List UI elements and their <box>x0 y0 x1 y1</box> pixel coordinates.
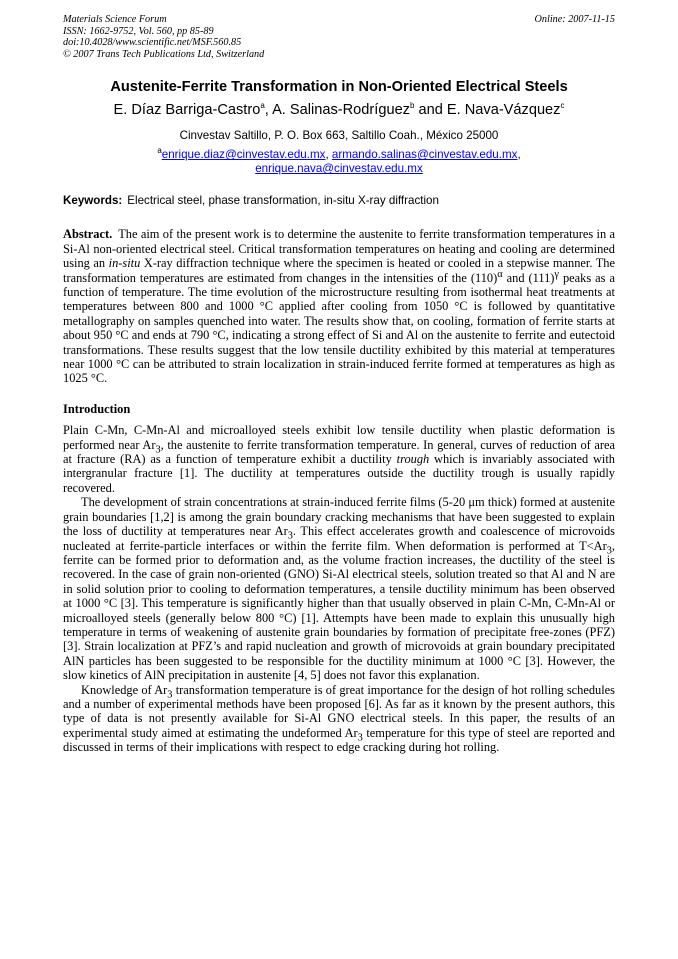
copyright-line: © 2007 Trans Tech Publications Ltd, Switzerland <box>63 48 265 60</box>
author-separator: and <box>414 102 447 119</box>
intro-paragraph-1 <box>63 423 615 495</box>
paragraph-text: The development of strain concentrations at strain-induced ferrite films (5-20 μm thick) formed at austenite grain boundaries [1,2] is among the grain boundary cracking mechanisms that have been suggested to explain the loss of ductility at temperatures near Ar <box>63 495 615 539</box>
paragraph-text: Knowledge of Ar <box>81 682 168 697</box>
introduction-body <box>63 423 615 754</box>
abstract-text: peaks as a function of temperature. The time evolution of the microstructure resulting from isothermal heat treatments at temperatures between 800 and 1000 °C applied after cooling from 1050 °C is followed by quantitative metallography on samples quenched into water. The results show that, on cooling, formation of ferrite starts at about 950 °C and ends at 790 °C, indicating a strong effect of Si and Al on the austenite to ferrite and eutectoid transformations. These results suggest that the low tensile ductility exhibited by this material at temperatures near 1000 °C can be attributed to strain localization in strain-induced ferrite formed at temperatures as high as 1025 °C. <box>63 270 615 386</box>
abstract-label: Abstract. <box>63 227 113 242</box>
paragraph-text: Plain C-Mn, C-Mn-Al and microalloyed steels exhibit low tensile ductility when plastic deformation is performed near Ar <box>63 423 615 452</box>
subscript: 3 <box>287 530 293 542</box>
paragraph-text: transformation temperature is of great importance for the design of hot rolling schedules and a number of experimental methods have been proposed [6]. As far as it known by the present authors, this type of data is not presently available for Si-Al GNO electrical steels. In this paper, the results of an experimental study aimed at estimating the undeformed Ar <box>63 682 615 740</box>
subscript: 3 <box>357 732 363 744</box>
email-list <box>63 148 615 176</box>
author-2-affil-mark: b <box>409 101 415 111</box>
author-3-affil-mark: c <box>560 101 565 111</box>
paper-title: Austenite-Ferrite Transformation in Non-Oriented Electrical Steels <box>110 79 568 96</box>
paragraph-text: . This effect accelerates growth and coalescence of microvoids nucleated at ferrite-particle interfaces or within the ferrite film. When deformation is performed at T<Ar <box>63 524 615 553</box>
keywords-label: Keywords: <box>63 194 123 208</box>
paragraph-text: , ferrite can be formed prior to deformation and, as the volume fraction increases, the ductility of the steel is recovered. In the case of grain non-oriented (GNO) Si-Al electrical steels, solution treated so that Al and N are in solid solution prior to cooling to deformation temperatures, a tensile ductility minimum has been observed at 1000 °C [3]. This temperature is significantly higher than that usually observed in plain C-Mn, C-Mn-Al or microalloyed steels (generally below 800 °C) [1]. Attempts have been made to explain this unusually high temperature in terms of weakening of austenite grain boundaries by formation of precipitate free-zones (PFZ) [3]. Strain localization at PFZ’s and rapid nucleation and growth of microvoids at grain boundary precipitated AlN particles has been suggested to be responsible for the ductility minimum at 1000 °C [3]. However, the slow kinetics of AlN precipitation in austenite [4, 5] does not favor this explanation. <box>63 538 615 683</box>
abstract-italic: in-situ <box>108 256 141 271</box>
paragraph-text: temperature for this type of steel are reported and discussed in terms of their implications with respect to edge cracking during hot rolling. <box>63 725 615 755</box>
subscript: 3 <box>167 689 173 701</box>
author-1-affil-mark: a <box>260 101 265 111</box>
author-3: E. Nava-Vázquez <box>446 102 561 119</box>
keywords-text: Electrical steel, phase transformation, in-situ X-ray diffraction <box>127 194 439 208</box>
paragraph-text: , the austenite to ferrite transformation temperature. In general, curves of reduction of area at fracture (RA) as a function of temperature exhibit a ductility <box>63 437 615 467</box>
subscript: 3 <box>155 444 161 456</box>
intro-paragraph-3 <box>63 683 615 755</box>
paper-page <box>63 14 615 755</box>
keywords <box>63 194 615 208</box>
abstract-text: X-ray diffraction technique where the specimen is heated or cooled in a stepwise manner. The transformation temperatures are estimated from changes in the intensities of the (110) <box>63 256 615 285</box>
journal-header <box>63 14 615 60</box>
author-separator: , <box>264 102 273 119</box>
section-heading-introduction: Introduction <box>63 401 131 416</box>
email-affil-mark: a <box>157 146 162 156</box>
issn-line: ISSN: 1662-9752, Vol. 560, pp 85-89 <box>63 25 214 37</box>
email-link-3[interactable]: enrique.nava@cinvestav.edu.mx <box>255 162 423 176</box>
email-link-2[interactable]: armando.salinas@cinvestav.edu.mx <box>331 148 518 162</box>
email-link-1[interactable]: enrique.diaz@cinvestav.edu.mx <box>161 148 326 162</box>
author-1: E. Díaz Barriga-Castro <box>113 102 261 119</box>
abstract-text: and (111) <box>502 270 555 285</box>
journal-name: Materials Science Forum <box>63 14 167 25</box>
author-2: A. Salinas-Rodríguez <box>272 102 410 119</box>
author-list <box>63 100 615 120</box>
doi-line: doi:10.4028/www.scientific.net/MSF.560.85 <box>63 37 242 49</box>
abstract-sup: α <box>497 268 503 280</box>
subscript: 3 <box>606 544 612 556</box>
abstract <box>63 227 615 385</box>
email-separator: , <box>325 148 332 162</box>
paragraph-text: which is invariably associated with intergranular fracture [1]. The ductility at temperatures outside the ductility trough is usually rapidly recovered. <box>63 452 616 495</box>
intro-paragraph-2 <box>63 495 615 682</box>
italic-text: trough <box>396 452 430 467</box>
abstract-text: The aim of the present work is to determine the austenite to ferrite transformation temperatures in a Si-Al non-oriented electrical steel. Critical transformation temperatures on heating and cooling are determined using an <box>63 227 615 271</box>
online-date: Online: 2007-11-15 <box>534 14 615 25</box>
abstract-sup: γ <box>554 268 559 280</box>
email-separator: , <box>517 148 521 162</box>
affiliation: Cinvestav Saltillo, P. O. Box 663, Saltillo Coah., México 25000 <box>179 129 499 143</box>
